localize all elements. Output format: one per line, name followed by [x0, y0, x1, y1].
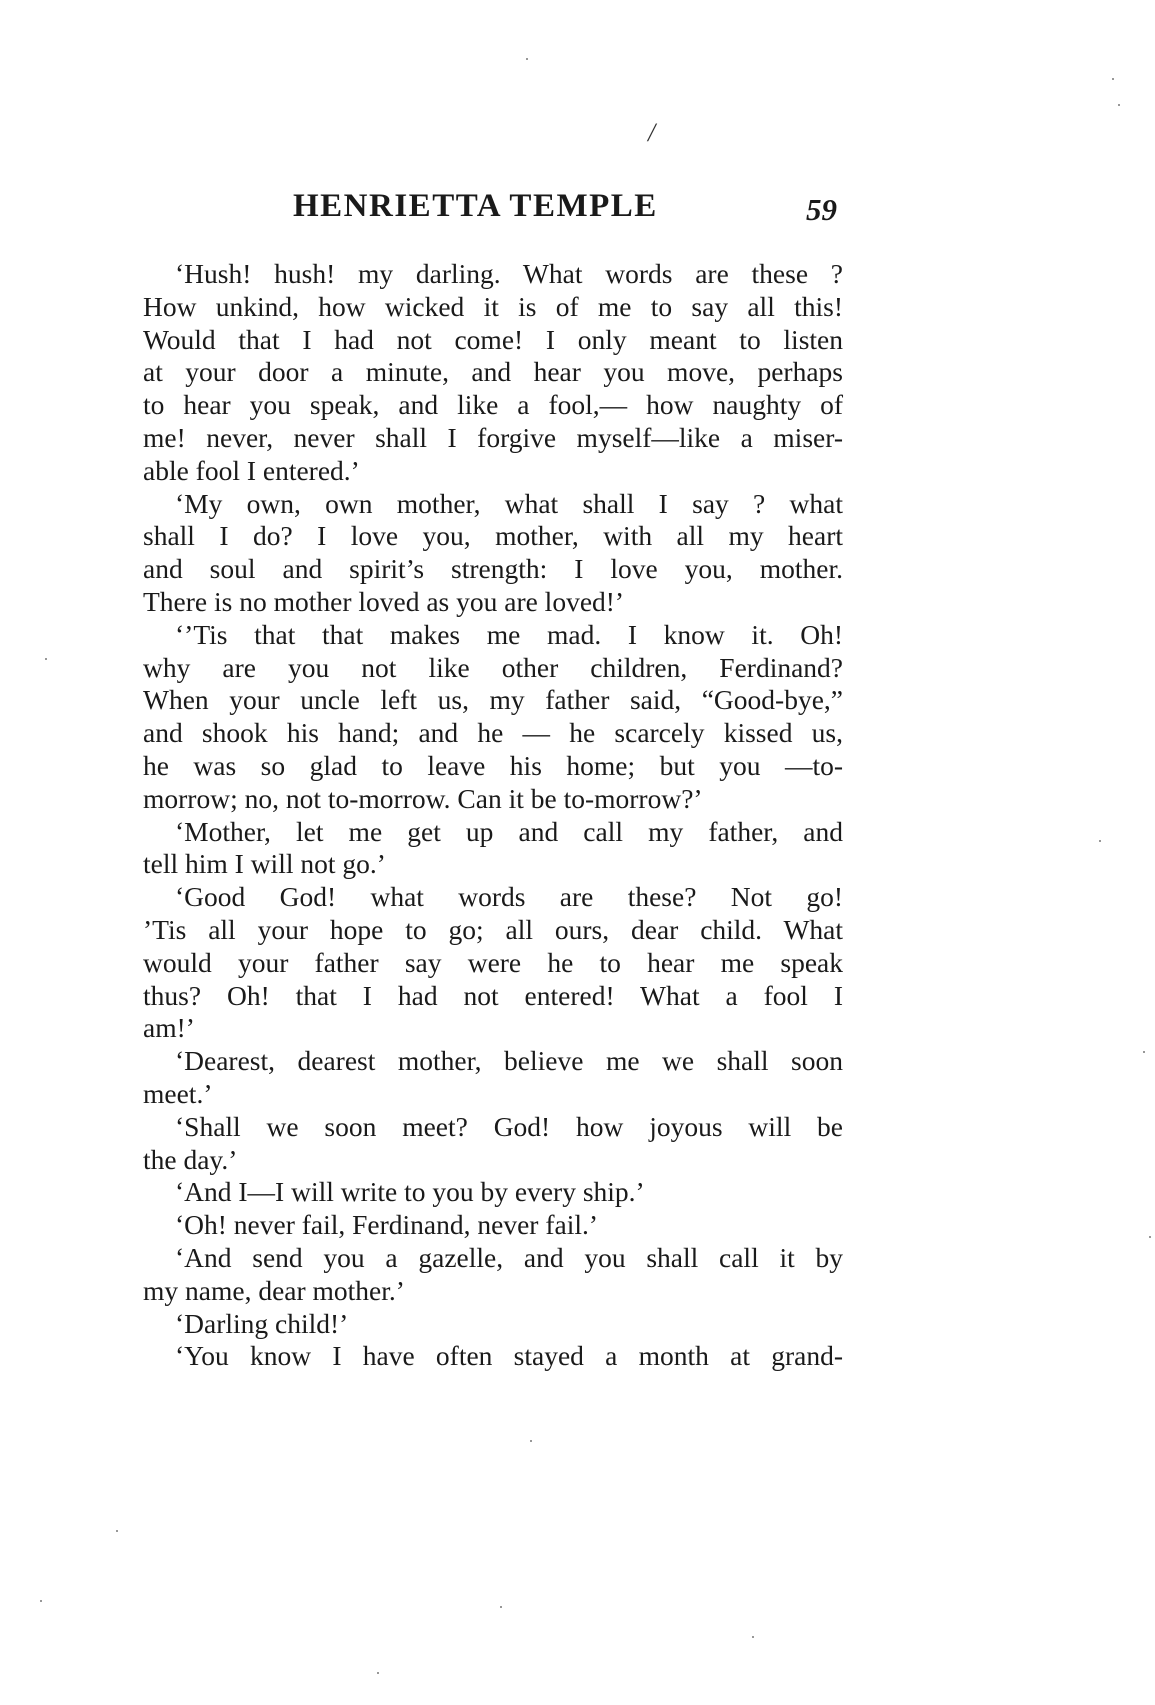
text-line: ‘Good God! what words are these? Not go! [175, 881, 843, 913]
text-line: ‘Hush! hush! my darling. What words are these ? [175, 258, 843, 289]
text-line: ’Tis all your hope to go; all ours, dear child. What [143, 913, 843, 945]
text-line: meet.’ [143, 1077, 213, 1109]
text-line: am!’ [143, 1012, 195, 1044]
text-line: tell him I will not go.’ [143, 848, 386, 880]
book-title: HENRIETTA TEMPLE [293, 188, 658, 224]
text-line: morrow; no, not to-morrow. Can it be to-morrow?’ [143, 782, 703, 814]
text-line: able fool I entered.’ [143, 454, 360, 486]
text-line: to hear you speak, and like a fool,— how naughty of [143, 389, 843, 421]
running-head [143, 188, 843, 238]
text-line: ‘You know I have often stayed a month at grand- [175, 1340, 843, 1372]
text-line: ‘Mother, let me get up and call my father, and [175, 815, 843, 847]
scan-speck [526, 58, 528, 60]
scan-speck [1143, 1051, 1145, 1053]
text-line: ‘And I—I will write to you by every ship.’ [175, 1176, 645, 1208]
text-line: ‘Darling child!’ [175, 1307, 349, 1339]
scan-speck [40, 1600, 42, 1602]
text-line: There is no mother loved as you are loved!’ [143, 585, 625, 617]
scan-speck [530, 1440, 532, 1442]
scan-speck [752, 1636, 754, 1638]
text-line: ‘My own, own mother, what shall I say ? what [175, 487, 843, 519]
text-line: the day.’ [143, 1143, 238, 1175]
scan-speck [377, 1672, 379, 1674]
scan-speck [1099, 840, 1101, 842]
text-line: Would that I had not come! I only meant to listen [143, 323, 843, 355]
text-line: and soul and spirit’s strength: I love you, mother. [143, 553, 843, 585]
body-text [143, 258, 843, 1373]
text-line: why are you not like other children, Ferdinand? [143, 651, 843, 683]
text-line: he was so glad to leave his home; but you —to- [143, 749, 843, 781]
text-line: at your door a minute, and hear you move, perhaps [143, 356, 843, 388]
text-line: thus? Oh! that I had not entered! What a fool I [143, 979, 843, 1011]
text-line: my name, dear mother.’ [143, 1274, 405, 1306]
page-number: 59 [806, 192, 837, 227]
scan-speck [1118, 104, 1120, 106]
text-line: ‘Shall we soon meet? God! how joyous will be [175, 1110, 843, 1142]
scan-speck [116, 1530, 118, 1532]
text-line: ‘Oh! never fail, Ferdinand, never fail.’ [175, 1209, 599, 1241]
scan-speck [1149, 1236, 1151, 1238]
text-line: How unkind, how wicked it is of me to say all this! [143, 290, 843, 322]
text-line: ‘’Tis that that makes me mad. I know it. Oh! [175, 618, 843, 650]
text-line: me! never, never shall I forgive myself—like a miser- [143, 421, 843, 453]
text-line: and shook his hand; and he — he scarcely kissed us, [143, 717, 843, 749]
text-line: would your father say were he to hear me speak [143, 946, 843, 978]
scan-speck [500, 1606, 502, 1608]
scan-speck [1112, 78, 1114, 80]
scan-speck [45, 658, 47, 660]
text-line: When your uncle left us, my father said, “Good-bye,” [143, 684, 843, 716]
text-line: shall I do? I love you, mother, with all my heart [143, 520, 843, 552]
text-line: ‘And send you a gazelle, and you shall call it by [175, 1241, 843, 1273]
pencil-mark: / [648, 118, 656, 147]
text-line: ‘Dearest, dearest mother, believe me we shall soon [175, 1045, 843, 1077]
